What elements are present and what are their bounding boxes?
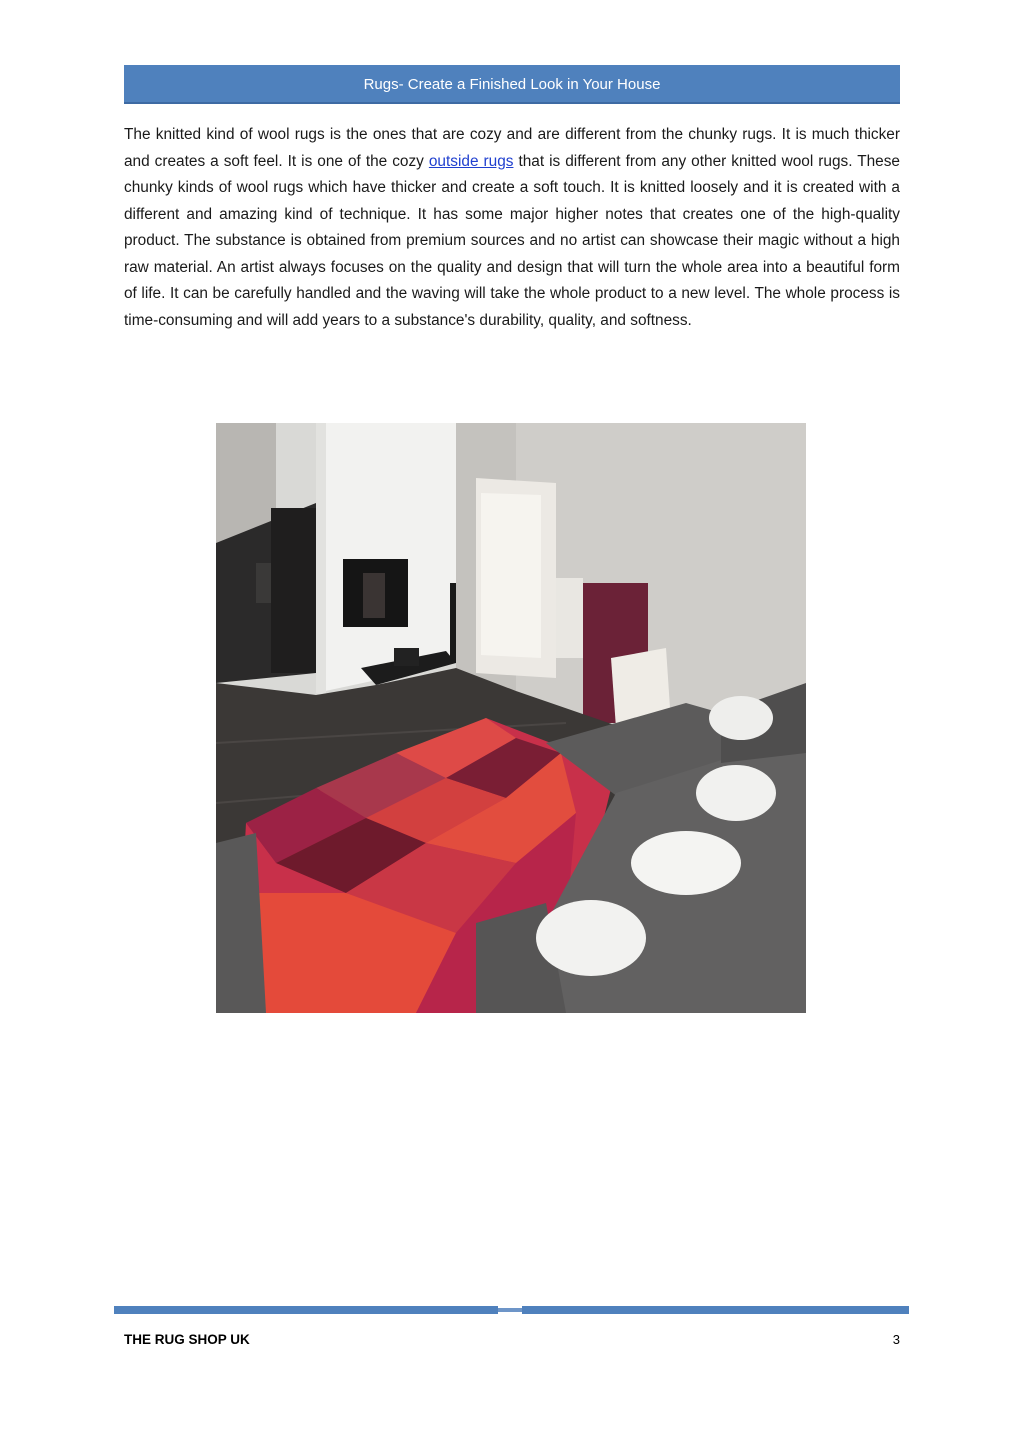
page-header-bar [124, 65, 900, 104]
footer-rule-middle [498, 1308, 522, 1312]
page-header-title: Rugs- Create a Finished Look in Your House [363, 76, 661, 93]
body-text-part-1: The knitted kind of wool rugs is the ones that are cozy and are different from the chunky rugs. It is much thicker and creates a soft feel. It is one of the cozy [124, 126, 900, 170]
footer-page-number: 3 [892, 1332, 900, 1347]
outside-rugs-link[interactable]: outside rugs [428, 152, 514, 170]
footer-rule-left [114, 1306, 498, 1314]
living-room-rug-photo [216, 423, 806, 1013]
body-text-part-2: that is different from any other knitted wool rugs. These chunky kinds of wool rugs which have thicker and create a soft touch. It is knitted loosely and it is created with a different and amazing kind of technique. It has some major higher notes that creates one of the high-quality product. The substance is obtained from premium sources and no artist can showcase their magic without a high raw material. An artist always focuses on the quality and design that will turn the whole area into a beautiful form of life. It can be carefully handled and the waving will take the whole product to a new level. The whole process is time-consuming and will add years to a substance's durability, quality, and softness. [124, 152, 900, 329]
body-paragraph [124, 122, 900, 334]
footer-rule-right [522, 1306, 909, 1314]
footer-company-name: THE RUG SHOP UK [124, 1332, 250, 1347]
